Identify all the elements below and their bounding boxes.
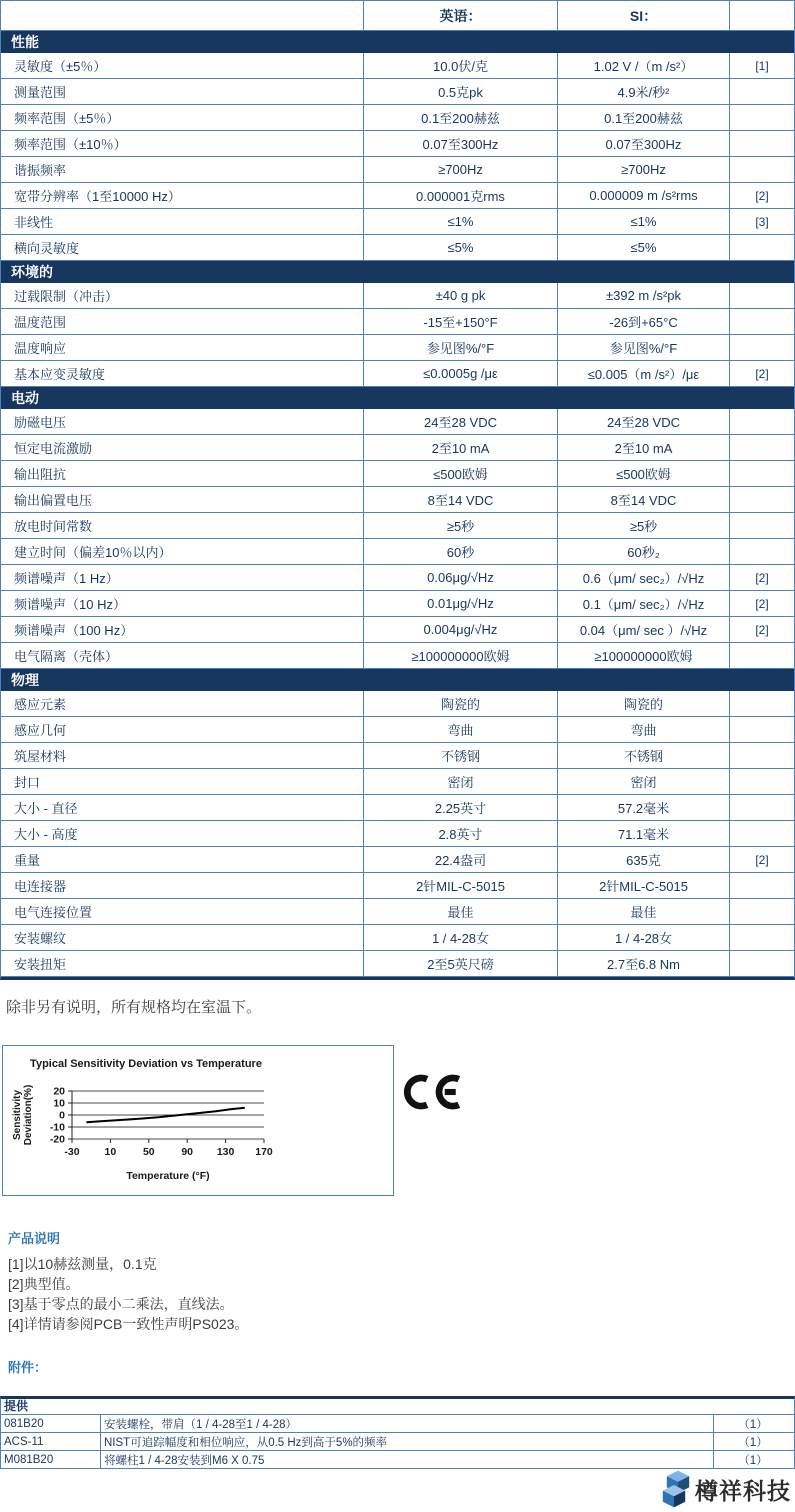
spec-row xyxy=(1,235,794,261)
spec-row xyxy=(1,335,794,361)
supplied-row xyxy=(1,1433,794,1451)
spec-cell-note xyxy=(729,769,794,794)
column-header-spacer xyxy=(1,1,363,30)
supplied-cell-qty: （1） xyxy=(713,1415,792,1432)
spec-cell-si: 0.07至300Hz xyxy=(557,131,729,156)
spec-cell-english: ≥5秒 xyxy=(363,513,557,538)
spec-cell-si: 0.000009 m /s²rms xyxy=(557,183,729,208)
spec-cell-si: -26到+65°C xyxy=(557,309,729,334)
spec-cell-note xyxy=(729,335,794,360)
spec-row xyxy=(1,899,794,925)
column-header-si: SI： xyxy=(557,1,729,30)
spec-cell-note xyxy=(729,951,794,976)
spec-row xyxy=(1,643,794,669)
spec-cell-si: ≥100000000欧姆 xyxy=(557,643,729,668)
logo-cube-icon xyxy=(662,1469,694,1509)
spec-cell-note: [2] xyxy=(729,183,794,208)
spec-cell-note xyxy=(729,487,794,512)
spec-cell-note xyxy=(729,795,794,820)
spec-cell-si: 0.1（μm/ sec₂）/√Hz xyxy=(557,591,729,616)
spec-cell-si: 1 / 4-28女 xyxy=(557,925,729,950)
spec-cell-si: 2.7至6.8 Nm xyxy=(557,951,729,976)
product-note-line: [2]典型值。 xyxy=(8,1276,80,1292)
svg-text:-30: -30 xyxy=(64,1146,80,1158)
spec-cell-label: 电气连接位置 xyxy=(14,905,93,920)
spec-cell-english: 0.01μg/√Hz xyxy=(363,591,557,616)
spec-cell-note: [2] xyxy=(729,617,794,642)
spec-cell-label: 电气隔离（壳体） xyxy=(14,649,119,664)
spec-cell-si: 635克 xyxy=(557,847,729,872)
spec-cell-note xyxy=(729,235,794,260)
spec-row xyxy=(1,283,794,309)
spec-cell-label: 重量 xyxy=(14,853,41,868)
spec-row xyxy=(1,105,794,131)
spec-cell-note: [2] xyxy=(729,591,794,616)
spec-cell-label: 大小 - 高度 xyxy=(14,827,78,842)
spec-cell-note: [3] xyxy=(729,209,794,234)
spec-cell-english: 0.000001克rms xyxy=(363,183,557,208)
spec-cell-english: 参见图%/°F xyxy=(363,335,557,360)
spec-row xyxy=(1,183,794,209)
spec-row xyxy=(1,565,794,591)
spec-cell-english: 60秒 xyxy=(363,539,557,564)
spec-cell-note xyxy=(729,643,794,668)
spec-cell-english: ≥700Hz xyxy=(363,157,557,182)
spec-cell-si: 不锈钢 xyxy=(557,743,729,768)
spec-cell-label: 安装螺纹 xyxy=(14,931,67,946)
spec-cell-english: 不锈钢 xyxy=(363,743,557,768)
spec-cell-label: 输出阻抗 xyxy=(14,467,67,482)
spec-cell-si: 71.1毫米 xyxy=(557,821,729,846)
supplied-row xyxy=(1,1415,794,1433)
spec-cell-label: 测量范围 xyxy=(14,85,67,100)
spec-row xyxy=(1,847,794,873)
spec-cell-label: 感应元素 xyxy=(14,697,67,712)
chart-ylabel: SensitivityDeviation(%) xyxy=(12,1084,34,1146)
section-band: 环境的 xyxy=(1,261,794,283)
spec-cell-note xyxy=(729,925,794,950)
spec-cell-si: 弯曲 xyxy=(557,717,729,742)
spec-cell-note xyxy=(729,513,794,538)
spec-cell-english: 24至28 VDC xyxy=(363,409,557,434)
spec-row xyxy=(1,539,794,565)
spec-cell-english: 0.06μg/√Hz xyxy=(363,565,557,590)
spec-cell-si: 57.2毫米 xyxy=(557,795,729,820)
spec-cell-english: 0.004μg/√Hz xyxy=(363,617,557,642)
svg-text:90: 90 xyxy=(181,1146,194,1158)
spec-row xyxy=(1,769,794,795)
svg-text:50: 50 xyxy=(142,1146,155,1158)
spec-cell-english: 8至14 VDC xyxy=(363,487,557,512)
spec-cell-si: 最佳 xyxy=(557,899,729,924)
spec-cell-label: 频谱噪声（100 Hz） xyxy=(14,623,134,638)
spec-cell-label: 励磁电压 xyxy=(14,415,67,430)
spec-cell-english: 弯曲 xyxy=(363,717,557,742)
spec-cell-note xyxy=(729,309,794,334)
spec-cell-note xyxy=(729,691,794,716)
spec-cell-english: ≤500欧姆 xyxy=(363,461,557,486)
spec-cell-note xyxy=(729,461,794,486)
spec-cell-si: 2至10 mA xyxy=(557,435,729,460)
spec-table-header-row xyxy=(1,1,794,31)
spec-row xyxy=(1,873,794,899)
spec-cell-si: 24至28 VDC xyxy=(557,409,729,434)
spec-cell-english: 陶瓷的 xyxy=(363,691,557,716)
spec-cell-english: 密闭 xyxy=(363,769,557,794)
spec-row xyxy=(1,951,794,977)
spec-cell-label: 恒定电流激励 xyxy=(14,441,93,456)
spec-row xyxy=(1,691,794,717)
spec-cell-note xyxy=(729,717,794,742)
supplied-header: 提供 xyxy=(1,1399,794,1415)
spec-cell-note: [1] xyxy=(729,53,794,78)
spec-cell-label: 筑屋材料 xyxy=(14,749,67,764)
svg-text:0: 0 xyxy=(59,1109,65,1122)
spec-cell-note xyxy=(729,79,794,104)
spec-row xyxy=(1,487,794,513)
spec-cell-label: 频率范围（±10％） xyxy=(14,137,127,152)
spec-row xyxy=(1,409,794,435)
spec-cell-si: ±392 m /s²pk xyxy=(557,283,729,308)
spec-cell-si: 参见图%/°F xyxy=(557,335,729,360)
spec-cell-label: 谐振频率 xyxy=(14,163,67,178)
spec-cell-english: ≤1% xyxy=(363,209,557,234)
spec-cell-label: 封口 xyxy=(14,775,41,790)
spec-cell-label: 横向灵敏度 xyxy=(14,241,80,256)
chart-svg xyxy=(3,1046,393,1195)
spec-cell-note xyxy=(729,873,794,898)
spec-cell-english: 1 / 4-28女 xyxy=(363,925,557,950)
spec-row xyxy=(1,209,794,235)
section-band: 物理 xyxy=(1,669,794,691)
spec-cell-english: ±40 g pk xyxy=(363,283,557,308)
spec-cell-label: 频谱噪声（10 Hz） xyxy=(14,597,126,612)
spec-row xyxy=(1,53,794,79)
spec-row xyxy=(1,795,794,821)
supplied-cell-description: 安装螺栓，带肩（1 / 4-28至1 / 4-28） xyxy=(100,1415,713,1432)
ce-mark-icon xyxy=(402,1068,460,1116)
svg-text:-20: -20 xyxy=(49,1133,65,1146)
svg-text:10: 10 xyxy=(104,1146,117,1158)
spec-cell-label: 电连接器 xyxy=(14,879,67,894)
spec-cell-label: 宽带分辨率（1至10000 Hz） xyxy=(14,189,181,204)
supplied-cell-description: NIST可追踪幅度和相位响应，从0.5 Hz到高于5%的频率 xyxy=(100,1433,713,1450)
spec-row xyxy=(1,513,794,539)
spec-cell-english: 2至5英尺磅 xyxy=(363,951,557,976)
spec-cell-english: 0.1至200赫兹 xyxy=(363,105,557,130)
spec-table-body xyxy=(1,31,794,977)
spec-row xyxy=(1,79,794,105)
product-notes-list xyxy=(8,1254,248,1334)
spec-cell-label: 基本应变灵敏度 xyxy=(14,367,106,382)
product-note-line: [4]详情请参阅PCB一致性声明PS023。 xyxy=(8,1316,249,1332)
spec-cell-si: ≥5秒 xyxy=(557,513,729,538)
supplied-cell-code: M081B20 xyxy=(4,1453,54,1466)
spec-row xyxy=(1,361,794,387)
room-temperature-note: 除非另有说明，所有规格均在室温下。 xyxy=(6,999,262,1016)
spec-row xyxy=(1,925,794,951)
spec-cell-si: 陶瓷的 xyxy=(557,691,729,716)
svg-text:170: 170 xyxy=(255,1146,273,1158)
svg-text:20: 20 xyxy=(53,1085,65,1098)
spec-cell-english: 最佳 xyxy=(363,899,557,924)
spec-cell-label: 放电时间常数 xyxy=(14,519,93,534)
product-note-line: [1]以10赫兹测量，0.1克 xyxy=(8,1256,157,1272)
spec-cell-si: ≤5% xyxy=(557,235,729,260)
spec-row xyxy=(1,591,794,617)
spec-cell-note xyxy=(729,899,794,924)
company-logo xyxy=(662,1469,791,1509)
spec-row xyxy=(1,617,794,643)
spec-cell-label: 大小 - 直径 xyxy=(14,801,78,816)
spec-cell-note xyxy=(729,409,794,434)
spec-cell-si: ≤0.005（m /s²）/με xyxy=(557,361,729,386)
spec-cell-english: 22.4盎司 xyxy=(363,847,557,872)
attachments-title: 附件： xyxy=(8,1360,48,1375)
spec-cell-note xyxy=(729,105,794,130)
spec-cell-label: 温度范围 xyxy=(14,315,67,330)
chart-xlabel: Temperature (°F) xyxy=(126,1170,210,1182)
spec-cell-note: [2] xyxy=(729,847,794,872)
section-band: 性能 xyxy=(1,31,794,53)
logo-text: 樽祥科技 xyxy=(695,1477,791,1504)
spec-cell-label: 频率范围（±5％） xyxy=(14,111,120,126)
svg-text:10: 10 xyxy=(53,1097,65,1110)
spec-cell-english: ≥100000000欧姆 xyxy=(363,643,557,668)
spec-cell-note xyxy=(729,743,794,768)
spec-cell-english: 2.25英寸 xyxy=(363,795,557,820)
spec-cell-si: 60秒₂ xyxy=(557,539,729,564)
supplied-cell-code: ACS-11 xyxy=(4,1435,44,1448)
spec-cell-english: 0.07至300Hz xyxy=(363,131,557,156)
spec-row xyxy=(1,309,794,335)
supplied-cell-code: 081B20 xyxy=(4,1417,44,1430)
spec-cell-label: 灵敏度（±5％） xyxy=(14,59,107,74)
spec-cell-note xyxy=(729,157,794,182)
supplied-cell-qty: （1） xyxy=(713,1433,792,1450)
spec-cell-label: 非线性 xyxy=(14,215,54,230)
sensitivity-temperature-chart xyxy=(2,1045,394,1196)
spec-cell-si: 4.9米/秒² xyxy=(557,79,729,104)
spec-cell-note xyxy=(729,131,794,156)
section-band: 电动 xyxy=(1,387,794,409)
spec-row xyxy=(1,131,794,157)
column-header-note-spacer xyxy=(729,1,794,30)
spec-cell-label: 建立时间（偏差10％以内） xyxy=(14,545,172,560)
spec-cell-english: 2.8英寸 xyxy=(363,821,557,846)
spec-cell-si: ≥700Hz xyxy=(557,157,729,182)
column-header-english: 英语： xyxy=(363,1,557,30)
spec-cell-label: 频谱噪声（1 Hz） xyxy=(14,571,119,586)
chart-title: Typical Sensitivity Deviation vs Temperature xyxy=(30,1058,262,1070)
spec-cell-si: 0.04（μm/ sec ）/√Hz xyxy=(557,617,729,642)
spec-cell-label: 过载限制（冲击） xyxy=(14,289,119,304)
spec-cell-si: 8至14 VDC xyxy=(557,487,729,512)
spec-row xyxy=(1,717,794,743)
spec-cell-english: ≤5% xyxy=(363,235,557,260)
spec-cell-label: 输出偏置电压 xyxy=(14,493,93,508)
spec-cell-note: [2] xyxy=(729,565,794,590)
spec-cell-english: 2至10 mA xyxy=(363,435,557,460)
spec-cell-si: ≤500欧姆 xyxy=(557,461,729,486)
spec-cell-english: ≤0.0005g /με xyxy=(363,361,557,386)
spec-cell-si: ≤1% xyxy=(557,209,729,234)
spec-cell-si: 1.02 V /（m /s²） xyxy=(557,53,729,78)
spec-cell-si: 0.6（μm/ sec₂）/√Hz xyxy=(557,565,729,590)
product-note-line: [3]基于零点的最小二乘法，直线法。 xyxy=(8,1296,234,1312)
spec-row xyxy=(1,821,794,847)
spec-cell-english: 2针MIL-C-5015 xyxy=(363,873,557,898)
svg-text:-10: -10 xyxy=(49,1121,65,1134)
spec-cell-si: 0.1至200赫兹 xyxy=(557,105,729,130)
spec-cell-label: 温度响应 xyxy=(14,341,67,356)
supplied-table-body xyxy=(1,1415,794,1468)
spec-cell-si: 密闭 xyxy=(557,769,729,794)
spec-cell-label: 感应几何 xyxy=(14,723,67,738)
spec-cell-note xyxy=(729,539,794,564)
spec-cell-si: 2针MIL-C-5015 xyxy=(557,873,729,898)
product-notes-title: 产品说明 xyxy=(8,1231,61,1246)
spec-cell-note xyxy=(729,821,794,846)
spec-row xyxy=(1,743,794,769)
spec-row xyxy=(1,435,794,461)
supplied-accessories-table xyxy=(0,1396,795,1469)
spec-cell-note xyxy=(729,283,794,308)
spec-cell-english: 0.5克pk xyxy=(363,79,557,104)
spec-row xyxy=(1,461,794,487)
svg-text:130: 130 xyxy=(216,1146,235,1158)
supplied-cell-qty: （1） xyxy=(713,1451,792,1468)
spec-cell-note: [2] xyxy=(729,361,794,386)
supplied-cell-description: 将螺柱1 / 4-28安装到M6 X 0.75 xyxy=(100,1451,713,1468)
spec-cell-note xyxy=(729,435,794,460)
spec-cell-english: 10.0伏/克 xyxy=(363,53,557,78)
supplied-row xyxy=(1,1451,794,1468)
spec-cell-english: -15至+150°F xyxy=(363,309,557,334)
spec-cell-label: 安装扭矩 xyxy=(14,957,67,972)
spec-row xyxy=(1,157,794,183)
